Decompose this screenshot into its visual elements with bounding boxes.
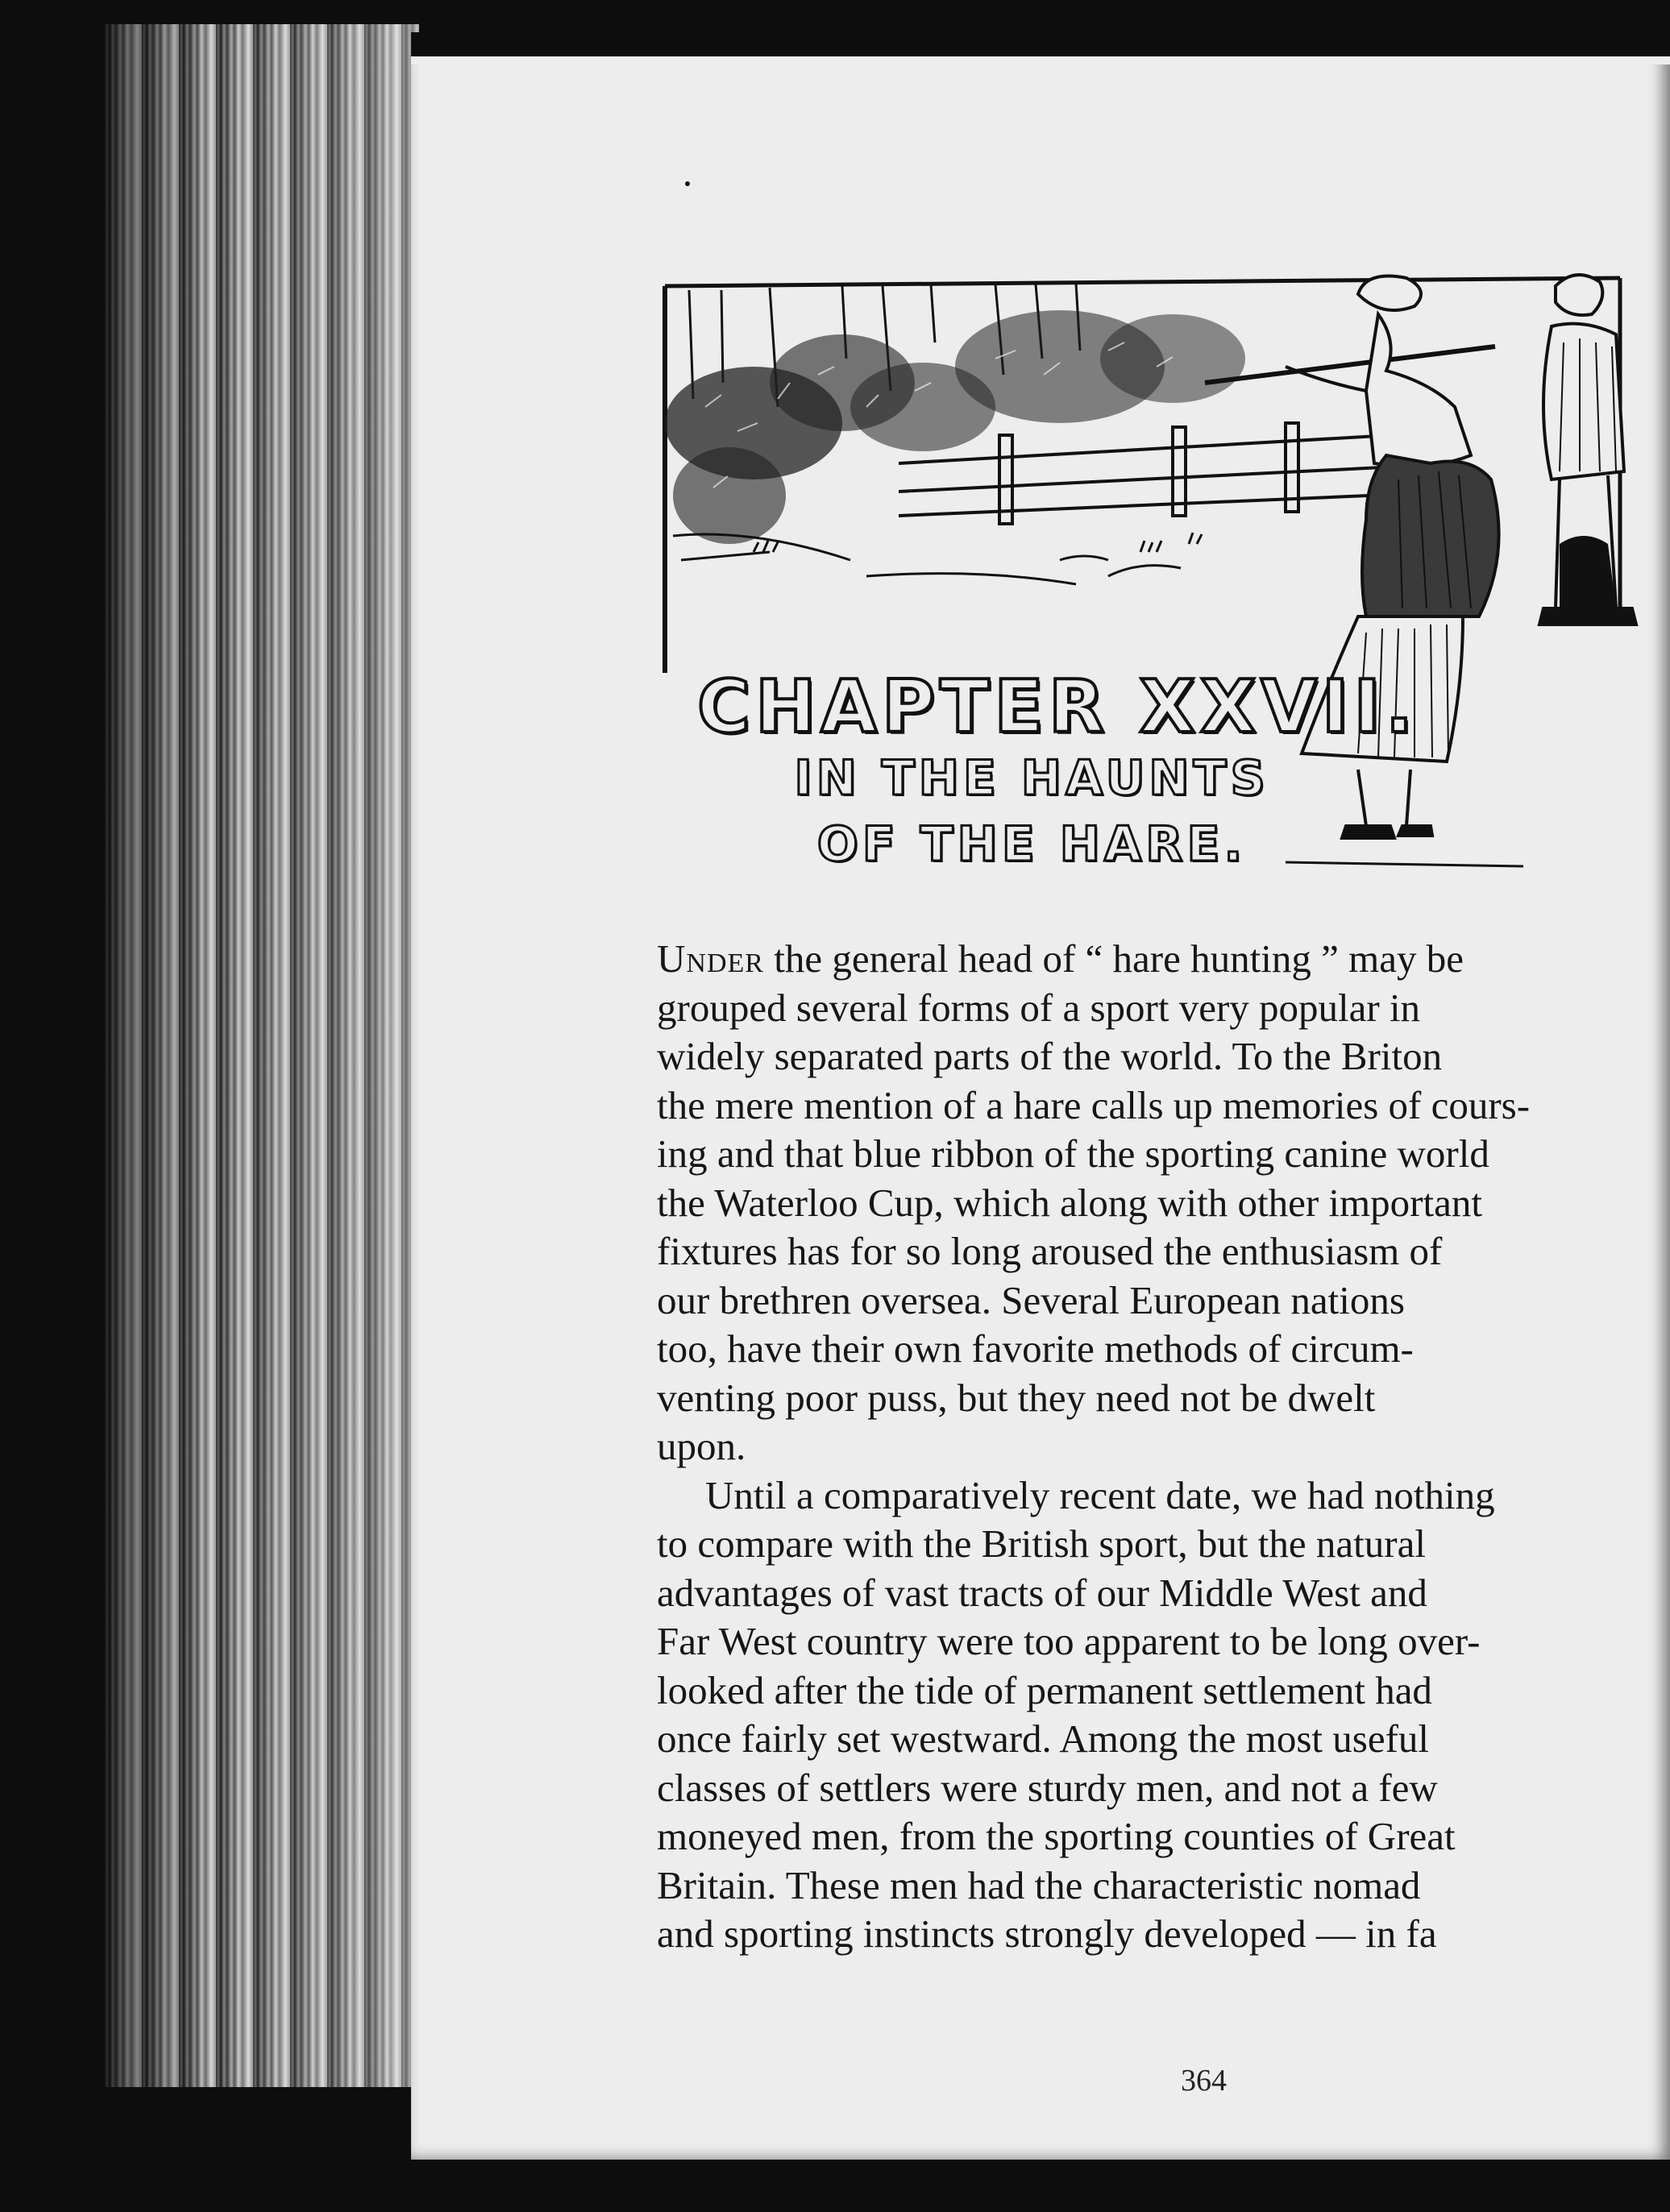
- text-line: to compare with the British sport, but the natural: [657, 1521, 1426, 1566]
- text-line: ing and that blue ribbon of the sporting canine world: [657, 1131, 1489, 1176]
- page-number: 364: [1181, 2064, 1227, 2098]
- text-line: our brethren oversea. Several European nations: [657, 1277, 1405, 1322]
- book-page: [411, 32, 1670, 2160]
- text-line: once fairly set westward. Among the most useful: [657, 1716, 1430, 1761]
- text-line: upon.: [657, 1424, 746, 1468]
- text-line: looked after the tide of permanent settlement had: [657, 1667, 1432, 1712]
- text-line: and sporting instincts strongly developed — in fa: [657, 1911, 1437, 1956]
- chapter-title: [750, 745, 1314, 878]
- text-line: fixtures has for so long aroused the enthusiasm of: [657, 1229, 1443, 1273]
- text-line: grouped several forms of a sport very popular in: [657, 985, 1421, 1030]
- bottom-scan-border: [0, 2160, 1670, 2212]
- chapter-title-line-1: IN THE HAUNTS: [794, 750, 1269, 807]
- text-line: Under the general head of “ hare hunting ” may be: [657, 936, 1464, 981]
- text-line: Far West country were too apparent to be long over-: [657, 1619, 1481, 1663]
- text-line: widely separated parts of the world. To the Briton: [657, 1034, 1443, 1078]
- chapter-title-line-2: OF THE HARE.: [816, 816, 1247, 873]
- text-line: too, have their own favorite methods of circum-: [657, 1326, 1414, 1371]
- text-line: moneyed men, from the sporting counties of Great: [657, 1814, 1456, 1858]
- book-page-edge: [105, 24, 419, 2087]
- text-line: Britain. These men had the characteristic nomad: [657, 1862, 1421, 1907]
- text-line: Until a comparatively recent date, we had nothing: [705, 1472, 1495, 1517]
- text-line: classes of settlers were sturdy men, and not a few: [657, 1765, 1438, 1810]
- top-shadow: [411, 32, 1670, 64]
- opening-word: Under: [657, 936, 764, 981]
- text-line: the mere mention of a hare calls up memories of cours-: [657, 1082, 1531, 1127]
- text-line: the Waterloo Cup, which along with other important: [657, 1180, 1482, 1225]
- text-line: venting poor puss, but they need not be dwelt: [657, 1375, 1376, 1420]
- ink-speck: [685, 181, 690, 186]
- text-line: advantages of vast tracts of our Middle West and: [657, 1570, 1427, 1615]
- chapter-number: CHAPTER XXVII.: [697, 665, 1419, 749]
- body-text: [657, 935, 1670, 1959]
